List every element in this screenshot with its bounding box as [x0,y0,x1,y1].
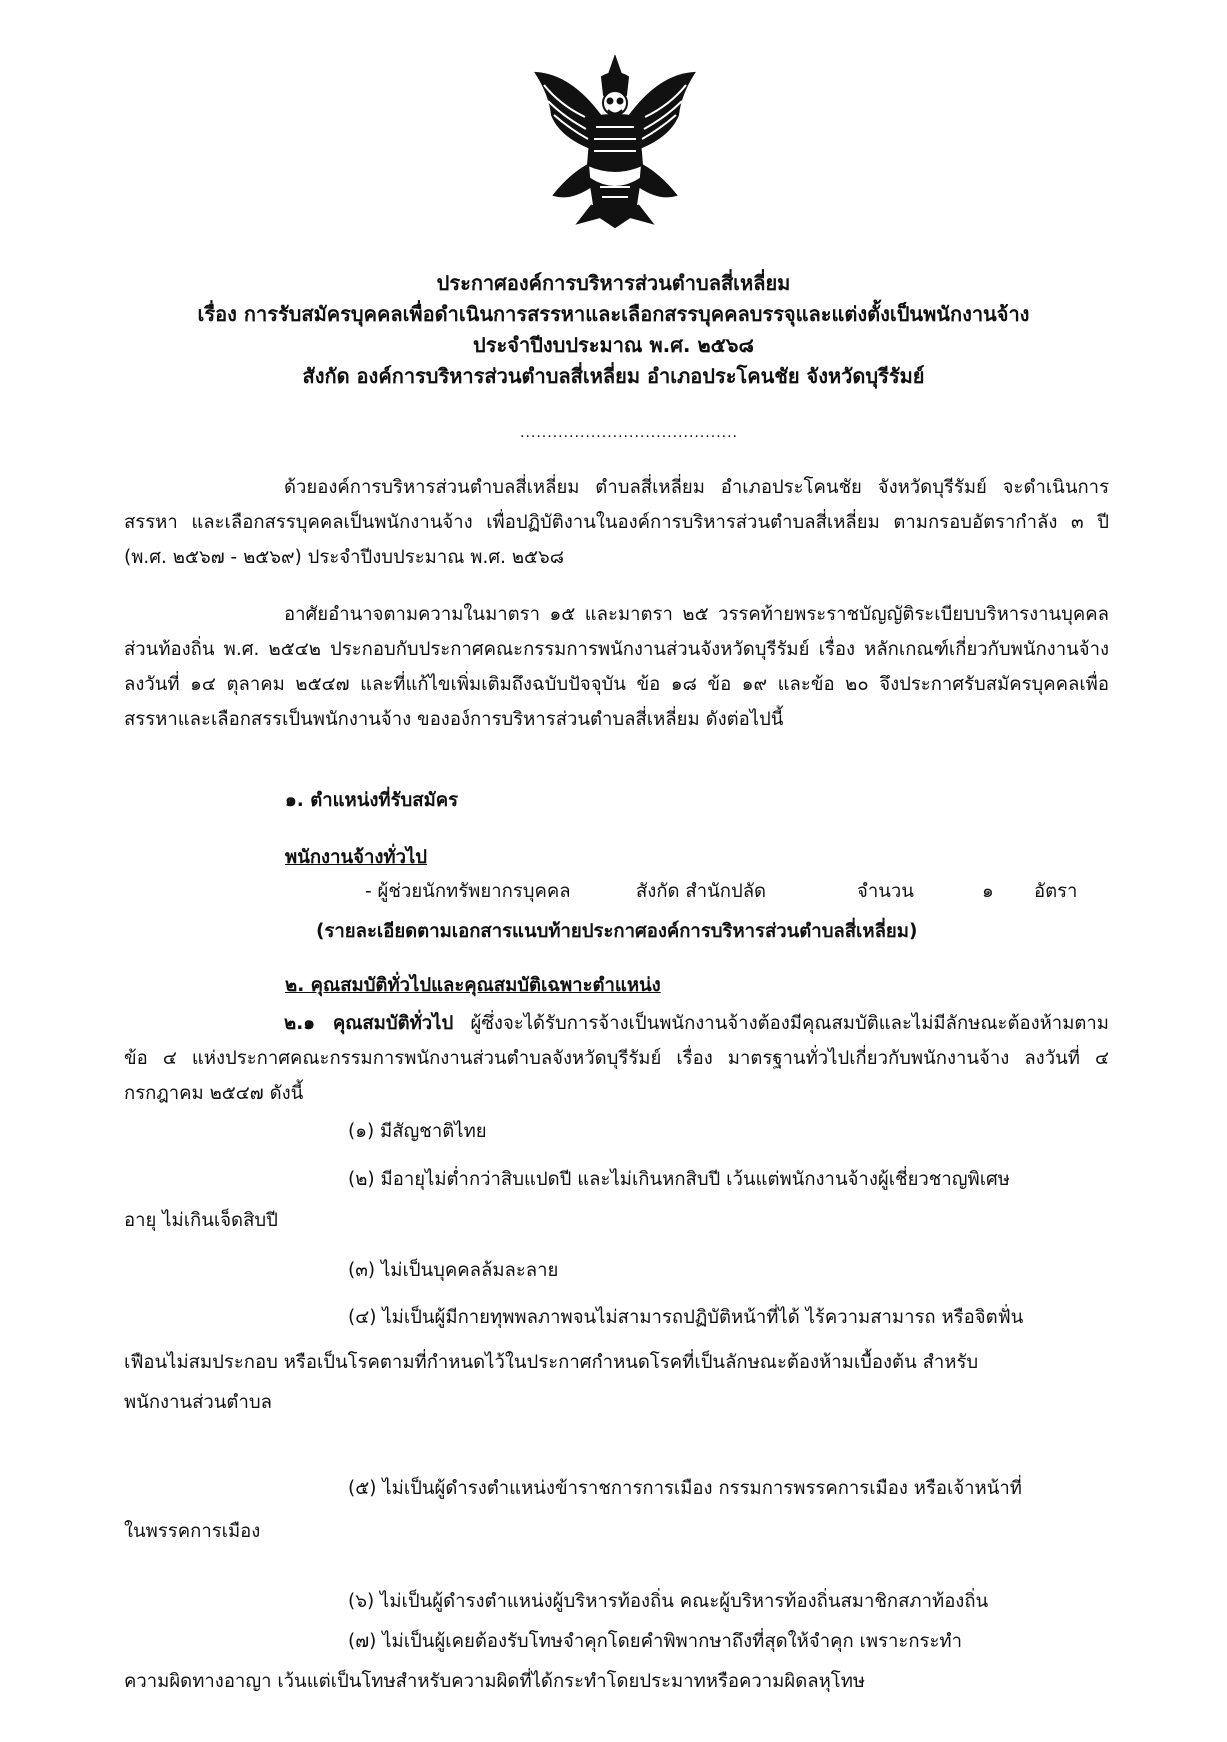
position-count-label: จำนวน [857,881,914,902]
qualification-item-4-line-2: เฟือนไม่สมประกอบ หรือเป็นโรคตามที่กำหนดไว้ในประกาศกำหนดโรคที่เป็นลักษณะต้องห้ามเบื้องต้น สำหรับ [124,1352,979,1373]
qualification-item-5-line-2: ในพรรคการเมือง [124,1521,261,1542]
intro-paragraph: ด้วยองค์การบริหารส่วนตำบลสี่เหลี่ยม ตำบลสี่เหลี่ยม อำเภอประโคนชัย จังหวัดบุรีรัมย์ จะดำเนินการสรรหา และเลือกสรรบุคคลเป็นพนักงานจ้าง เพื่อปฏิบัติงานในองค์การบริหารส่วนตำบลสี่เหลี่ยม ตามกรอบอัตรากำลัง ๓ ปี (พ.ศ. ๒๕๖๗ - ๒๕๖๙) ประจำปีงบประมาณ พ.ศ. ๒๕๖๘ [124,477,1109,568]
qualification-item-6: (๖) ไม่เป็นผู้ดำรงตำแหน่งผู้บริหารท้องถิ่น คณะผู้บริหารท้องถิ่นสมาชิกสภาท้องถิ่น [348,1591,989,1612]
title-line-3: ประจำปีงบประมาณ พ.ศ. ๒๕๖๘ [473,333,754,357]
section21-heading: ๒.๑ คุณสมบัติทั่วไป [284,1013,454,1034]
position-unit: อัตรา [1034,881,1078,902]
qualification-item-3: (๓) ไม่เป็นบุคคลล้มละลาย [348,1260,559,1281]
section21-paragraph [124,1006,1109,1111]
announcement-title [0,268,1227,392]
authority-paragraph: อาศัยอำนาจตามความในมาตรา ๑๕ และมาตรา ๒๕ วรรคท้ายพระราชบัญญัติระเบียบบริหารงานบุคคลส่วนท้องถิ่น พ.ศ. ๒๕๔๒ ประกอบกับประกาศคณะกรรมการพนักงานส่วนจังหวัดบุรีรัมย์ เรื่อง หลักเกณฑ์เกี่ยวกับพนักงานจ้าง ลงวันที่ ๑๔ ตุลาคม ๒๕๔๗ และที่แก้ไขเพิ่มเติมถึงฉบับปัจจุบัน ข้อ ๑๘ ข้อ ๑๙ และข้อ ๒๐ จึงประกาศรับสมัครบุคคลเพื่อสรรหาและเลือกสรรเป็นพนักงานจ้าง ขององ์การบริหารส่วนตำบลสี่เหลี่ยม ดังต่อไปนี้ [124,604,1109,730]
section1-heading: ๑. ตำแหน่งที่รับสมัคร [285,790,459,811]
qualification-item-5-line-1: (๕) ไม่เป็นผู้ดำรงตำแหน่งข้าราชการการเมือง กรรมการพรรคการเมือง หรือเจ้าหน้าที่ [348,1478,1022,1499]
qualification-item-2-line-1: (๒) มีอายุไม่ต่ำกว่าสิบแปดปี และไม่เกินหกสิบปี เว้นแต่พนักงานจ้างผู้เชี่ยวชาญพิเศษ [348,1169,1010,1190]
qualification-item-4-line-1: (๔) ไม่เป็นผู้มีกายทุพพลภาพจนไม่สามารถปฏิบัติหน้าที่ได้ ไร้ความสามารถ หรือจิตฟั่น [348,1307,1024,1328]
details-note: (รายละเอียดตามเอกสารแนบท้ายประกาศองค์การบริหารส่วนตำบลสี่เหลี่ยม) [316,921,918,942]
garuda-emblem-icon [530,55,700,230]
qualification-item-7-line-1: (๗) ไม่เป็นผู้เคยต้องรับโทษจำคุกโดยคำพิพากษาถึงที่สุดให้จำคุก เพราะกระทำ [348,1631,962,1652]
title-separator: ........................................ [520,425,739,441]
title-line-4: สังกัด องค์การบริหารส่วนตำบลสี่เหลี่ยม อำเภอประโคนชัย จังหวัดบุรีรัมย์ [302,364,925,388]
position-name: - ผู้ช่วยนักทรัพยากรบุคคล [365,881,571,902]
section21-text: ผู้ซึ่งจะได้รับการจ้างเป็นพนักงานจ้างต้องมีคุณสมบัติและไม่มีลักษณะต้องห้ามตามข้อ ๔ แห่งประกาศคณะกรรมการพนักงานส่วนตำบลจังหวัดบุรีรัมย์ เรื่อง มาตรฐานทั่วไปเกี่ยวกับพนักงานจ้าง ลงวันที่ ๔ กรกฎาคม ๒๕๔๗ ดังนี้ [124,1013,1109,1104]
qualification-item-4-line-3: พนักงานส่วนตำบล [124,1392,272,1413]
title-line-2: เรื่อง การรับสมัครบุคคลเพื่อดำเนินการสรรหาและเลือกสรรบุคคลบรรจุและแต่งตั้งเป็นพนักงานจ้าง [197,302,1030,326]
employee-type-heading: พนักงานจ้างทั่วไป [285,847,428,868]
qualification-item-7-line-2: ความผิดทางอาญา เว้นแต่เป็นโทษสำหรับความผิดที่ได้กระทำโดยประมาทหรือความผิดลหุโทษ [124,1671,866,1692]
position-department: สังกัด สำนักปลัด [636,881,767,902]
position-count: ๑ [982,881,994,902]
qualification-item-1: (๑) มีสัญชาติไทย [348,1121,487,1142]
section2-heading: ๒. คุณสมบัติทั่วไปและคุณสมบัติเฉพาะตำแหน่ง [285,975,661,996]
title-line-1: ประกาศองค์การบริหารส่วนตำบลสี่เหลี่ยม [436,271,791,295]
qualification-item-2-line-2: อายุ ไม่เกินเจ็ดสิบปี [124,1210,278,1231]
